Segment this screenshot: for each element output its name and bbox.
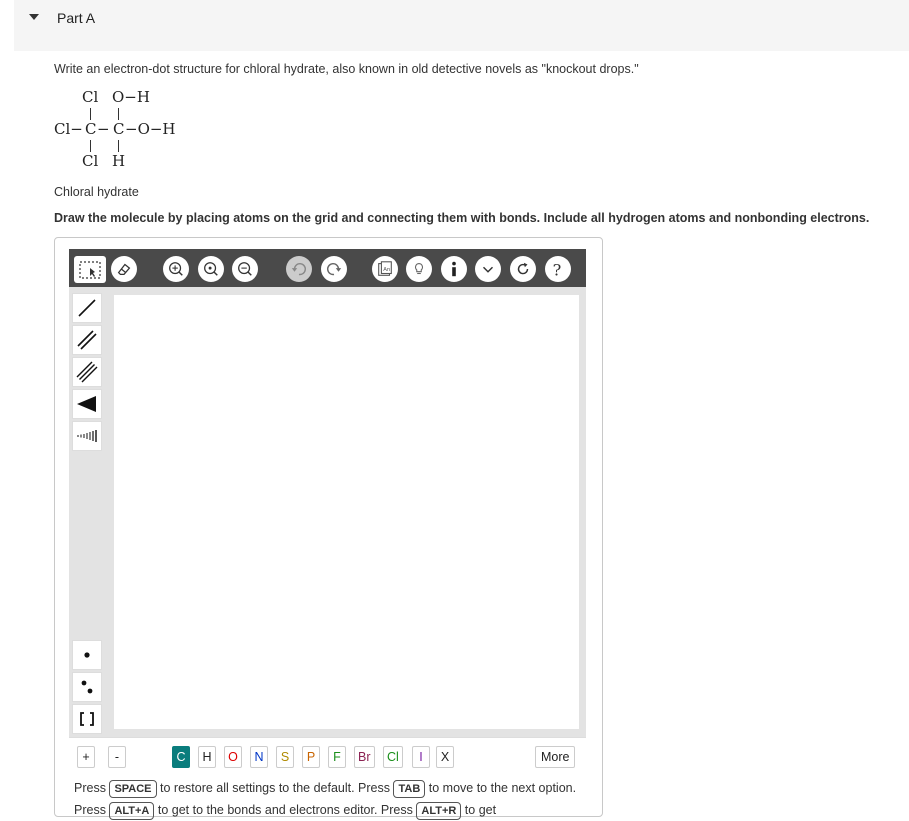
wedge-bond-button[interactable] [72, 389, 102, 419]
reset-button[interactable] [510, 256, 536, 282]
help-text: to move to the next option. Press [74, 781, 577, 817]
formula-c1: C [85, 120, 97, 138]
keyboard-help [74, 777, 584, 821]
drawing-canvas[interactable] [114, 295, 579, 729]
formula-cl-top: Cl [82, 88, 99, 106]
atom-button-p[interactable]: P [302, 746, 320, 768]
key-space: SPACE [109, 780, 156, 798]
triple-bond-button[interactable] [72, 357, 102, 387]
plus-charge-button[interactable]: + [77, 746, 95, 768]
atom-button-h[interactable]: H [198, 746, 216, 768]
caret-down-icon[interactable] [29, 14, 39, 20]
radical-icon [75, 643, 99, 667]
undo-icon [290, 260, 308, 278]
eraser-button[interactable] [111, 256, 137, 282]
help-text: to get [464, 803, 497, 817]
formula-caption: Chloral hydrate [54, 185, 139, 199]
formula-cl-left: Cl− [54, 120, 83, 138]
zoom-out-icon [236, 260, 254, 278]
double-bond-button[interactable] [72, 325, 102, 355]
formula-c2: C [113, 120, 125, 138]
formula-h-bottom: H [112, 152, 126, 170]
template-button[interactable] [372, 256, 398, 282]
key-tab: TAB [393, 780, 425, 798]
bond-line [90, 108, 91, 120]
hint-icon [410, 260, 428, 278]
part-header[interactable] [14, 0, 909, 51]
formula-oh-right: −O−H [125, 120, 176, 138]
hash-bond-button[interactable] [72, 421, 102, 451]
bond-line [90, 140, 91, 152]
minus-charge-button[interactable]: - [108, 746, 126, 768]
atom-button-br[interactable]: Br [354, 746, 375, 768]
zoom-out-button[interactable] [232, 256, 258, 282]
canvas-frame [105, 287, 586, 737]
zoom-in-icon [167, 260, 185, 278]
double-bond-icon [75, 328, 99, 352]
help-icon [549, 260, 567, 278]
hint-button[interactable] [406, 256, 432, 282]
template-icon [376, 260, 394, 278]
atom-bar [69, 737, 586, 773]
help-text: to get to the bonds and electrons editor. Press [157, 803, 413, 817]
zoom-in-button[interactable] [163, 256, 189, 282]
more-options-button[interactable] [475, 256, 501, 282]
eraser-icon [115, 260, 133, 278]
more-atoms-button[interactable]: More [535, 746, 575, 768]
question-text: Write an electron-dot structure for chloral hydrate, also known in old detective novels as "knockout drops." [54, 62, 639, 76]
wedge-bond-icon [75, 392, 99, 416]
lone-pair-icon [75, 675, 99, 699]
formula-bond: − [97, 120, 110, 138]
bond-line [118, 140, 119, 152]
atom-button-n[interactable]: N [250, 746, 268, 768]
bracket-icon [75, 707, 99, 731]
info-button[interactable] [441, 256, 467, 282]
single-bond-button[interactable] [72, 293, 102, 323]
atom-button-cl[interactable]: Cl [383, 746, 403, 768]
select-tool-button[interactable] [74, 256, 106, 283]
select-icon [78, 260, 102, 280]
formula-cl-bottom: Cl [82, 152, 99, 170]
editor-toolbar [69, 249, 586, 287]
bracket-button[interactable] [72, 704, 102, 734]
single-bond-icon [75, 296, 99, 320]
bond-sidebar [69, 287, 105, 737]
atom-button-o[interactable]: O [224, 746, 242, 768]
zoom-fit-button[interactable] [198, 256, 224, 282]
radical-button[interactable] [72, 640, 102, 670]
key-alt-r: ALT+R [416, 802, 461, 820]
svg-text:An: An [383, 266, 391, 273]
redo-button[interactable] [321, 256, 347, 282]
reset-icon [514, 260, 532, 278]
chevron-down-icon [479, 260, 497, 278]
instructions: Draw the molecule by placing atoms on the grid and connecting them with bonds. Include all hydrogen atoms and nonbonding electrons. [54, 211, 870, 225]
undo-button[interactable] [286, 256, 312, 282]
bond-line [118, 108, 119, 120]
lone-pair-button[interactable] [72, 672, 102, 702]
triple-bond-icon [75, 360, 99, 384]
atom-button-f[interactable]: F [328, 746, 346, 768]
atom-button-x[interactable]: X [436, 746, 454, 768]
info-icon [445, 260, 463, 278]
structural-formula [54, 88, 194, 174]
part-title: Part A [57, 10, 96, 26]
atom-button-c[interactable]: C [172, 746, 190, 768]
redo-icon [325, 260, 343, 278]
hash-bond-icon [75, 424, 99, 448]
help-text: to restore all settings to the default. Press [160, 781, 390, 795]
formula-oh-top: O−H [112, 88, 150, 106]
zoom-fit-icon [202, 260, 220, 278]
atom-button-i[interactable]: I [412, 746, 430, 768]
svg-text:?: ? [552, 260, 562, 280]
help-text: Press [74, 781, 106, 795]
key-alt-a: ALT+A [109, 802, 154, 820]
help-button[interactable] [545, 256, 571, 282]
atom-button-s[interactable]: S [276, 746, 294, 768]
